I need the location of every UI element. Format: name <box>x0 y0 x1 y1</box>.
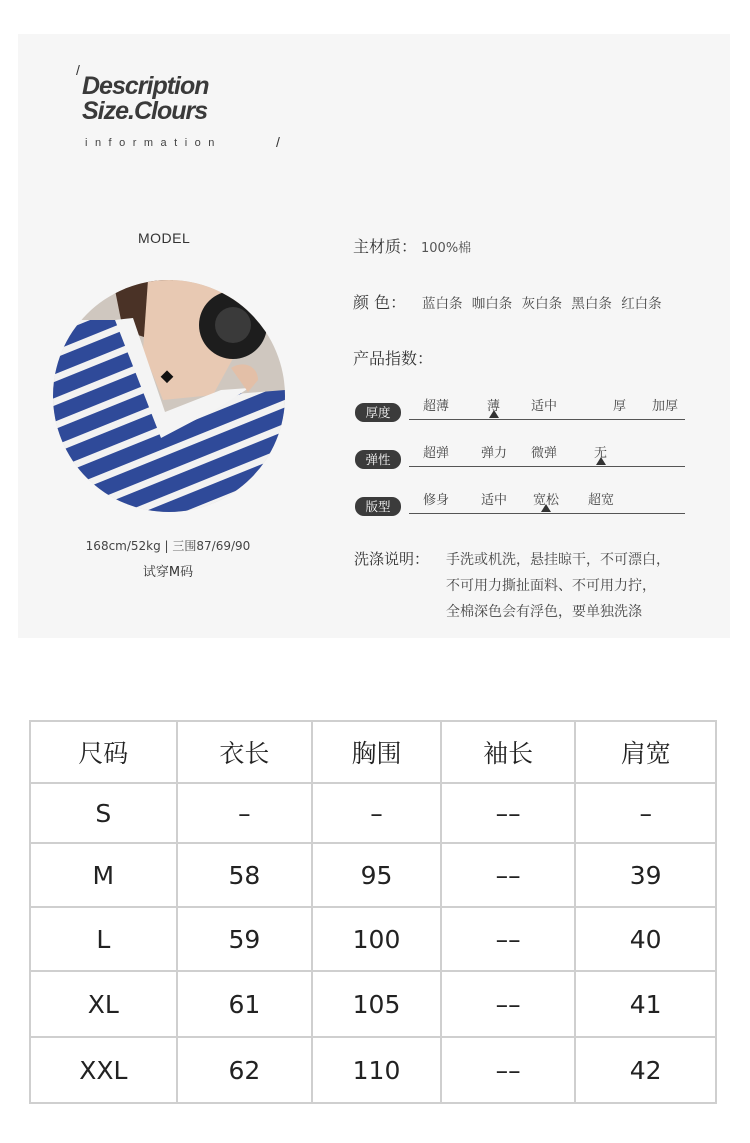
wash-label: 洗涤说明： <box>354 550 430 568</box>
model-size-tried: 试穿M码 <box>142 565 194 580</box>
table-header-cell: 衣长 <box>177 721 313 783</box>
color-option: 黑白条 <box>571 296 612 312</box>
thickness-option: 适中 <box>531 399 558 414</box>
wash-instruction-line: 不可用力撕扯面料、不可用力拧， <box>446 578 656 594</box>
material-value: 100%棉 <box>421 241 472 256</box>
table-cell: XXL <box>30 1037 177 1103</box>
table-cell: –– <box>441 783 576 843</box>
title-description: Description <box>82 72 209 100</box>
subtitle-information: information <box>85 137 222 149</box>
color-option: 蓝白条 <box>422 296 463 312</box>
table-cell: 40 <box>575 907 716 971</box>
table-header-row <box>30 721 716 783</box>
material-row <box>353 234 471 257</box>
elasticity-option: 超弹 <box>423 446 450 461</box>
color-label: 颜 色： <box>353 293 407 312</box>
material-label: 主材质： <box>353 237 418 256</box>
selected-marker-icon <box>596 457 606 465</box>
table-cell: –– <box>441 843 576 907</box>
elasticity-option: 微弹 <box>531 446 558 461</box>
product-index-label: 产品指数： <box>353 349 434 368</box>
table-header-cell: 尺码 <box>30 721 177 783</box>
model-measurements: 168cm/52kg | 三围87/69/90 <box>85 539 251 553</box>
table-cell: 41 <box>575 971 716 1037</box>
table-row <box>30 843 716 907</box>
decorative-slash: / <box>76 62 80 78</box>
table-cell: – <box>177 783 313 843</box>
color-option: 灰白条 <box>521 296 563 312</box>
elasticity-scale <box>355 442 685 472</box>
table-cell: – <box>312 783 441 843</box>
size-table <box>29 720 717 1104</box>
thickness-option: 超薄 <box>423 399 450 414</box>
selected-marker-icon <box>489 410 499 418</box>
table-cell: 100 <box>312 907 441 971</box>
table-cell: 62 <box>177 1037 313 1103</box>
color-options <box>422 292 662 312</box>
color-option: 红白条 <box>621 296 662 312</box>
decorative-slash: / <box>276 134 280 150</box>
table-row <box>30 783 716 843</box>
title-size-colours: Size.Clours <box>82 97 208 125</box>
table-row <box>30 907 716 971</box>
scale-line <box>409 513 685 514</box>
model-photo <box>53 280 285 512</box>
thickness-option: 厚 <box>613 399 627 414</box>
table-header-cell: 袖长 <box>441 721 576 783</box>
table-cell: 59 <box>177 907 313 971</box>
fit-scale <box>355 489 685 519</box>
model-label: MODEL <box>138 230 191 246</box>
table-cell: – <box>575 783 716 843</box>
fit-option: 修身 <box>423 493 450 508</box>
table-cell: 110 <box>312 1037 441 1103</box>
elasticity-option: 弹力 <box>481 446 508 461</box>
table-cell: 61 <box>177 971 313 1037</box>
table-header-cell: 胸围 <box>312 721 441 783</box>
scale-line <box>409 466 685 467</box>
table-cell: XL <box>30 971 177 1037</box>
table-cell: –– <box>441 1037 576 1103</box>
table-row <box>30 1037 716 1103</box>
thickness-badge: 厚度 <box>355 403 401 422</box>
table-cell: –– <box>441 971 576 1037</box>
table-cell: M <box>30 843 177 907</box>
fit-option: 超宽 <box>588 493 615 508</box>
model-photo-illustration <box>53 280 285 512</box>
table-cell: 39 <box>575 843 716 907</box>
fit-option-selected: 宽松 <box>533 493 560 508</box>
table-cell: 58 <box>177 843 313 907</box>
fit-option: 适中 <box>481 493 508 508</box>
fit-badge: 版型 <box>355 497 401 516</box>
table-cell: 105 <box>312 971 441 1037</box>
table-cell: S <box>30 783 177 843</box>
selected-marker-icon <box>541 504 551 512</box>
thickness-option: 加厚 <box>652 399 679 414</box>
table-cell: 42 <box>575 1037 716 1103</box>
wash-instruction-line: 全棉深色会有浮色，要单独洗涤 <box>446 604 642 620</box>
table-cell: 95 <box>312 843 441 907</box>
table-cell: –– <box>441 907 576 971</box>
elasticity-badge: 弹性 <box>355 450 401 469</box>
color-option: 咖白条 <box>471 296 513 312</box>
scale-line <box>409 419 685 420</box>
thickness-option-selected: 薄 <box>487 399 501 414</box>
product-info-panel <box>18 34 730 638</box>
table-cell: L <box>30 907 177 971</box>
elasticity-option-selected: 无 <box>594 446 608 461</box>
table-header-cell: 肩宽 <box>575 721 716 783</box>
thickness-scale <box>355 395 685 425</box>
wash-instruction-line: 手洗或机洗，悬挂晾干，不可漂白， <box>446 552 670 568</box>
table-row <box>30 971 716 1037</box>
